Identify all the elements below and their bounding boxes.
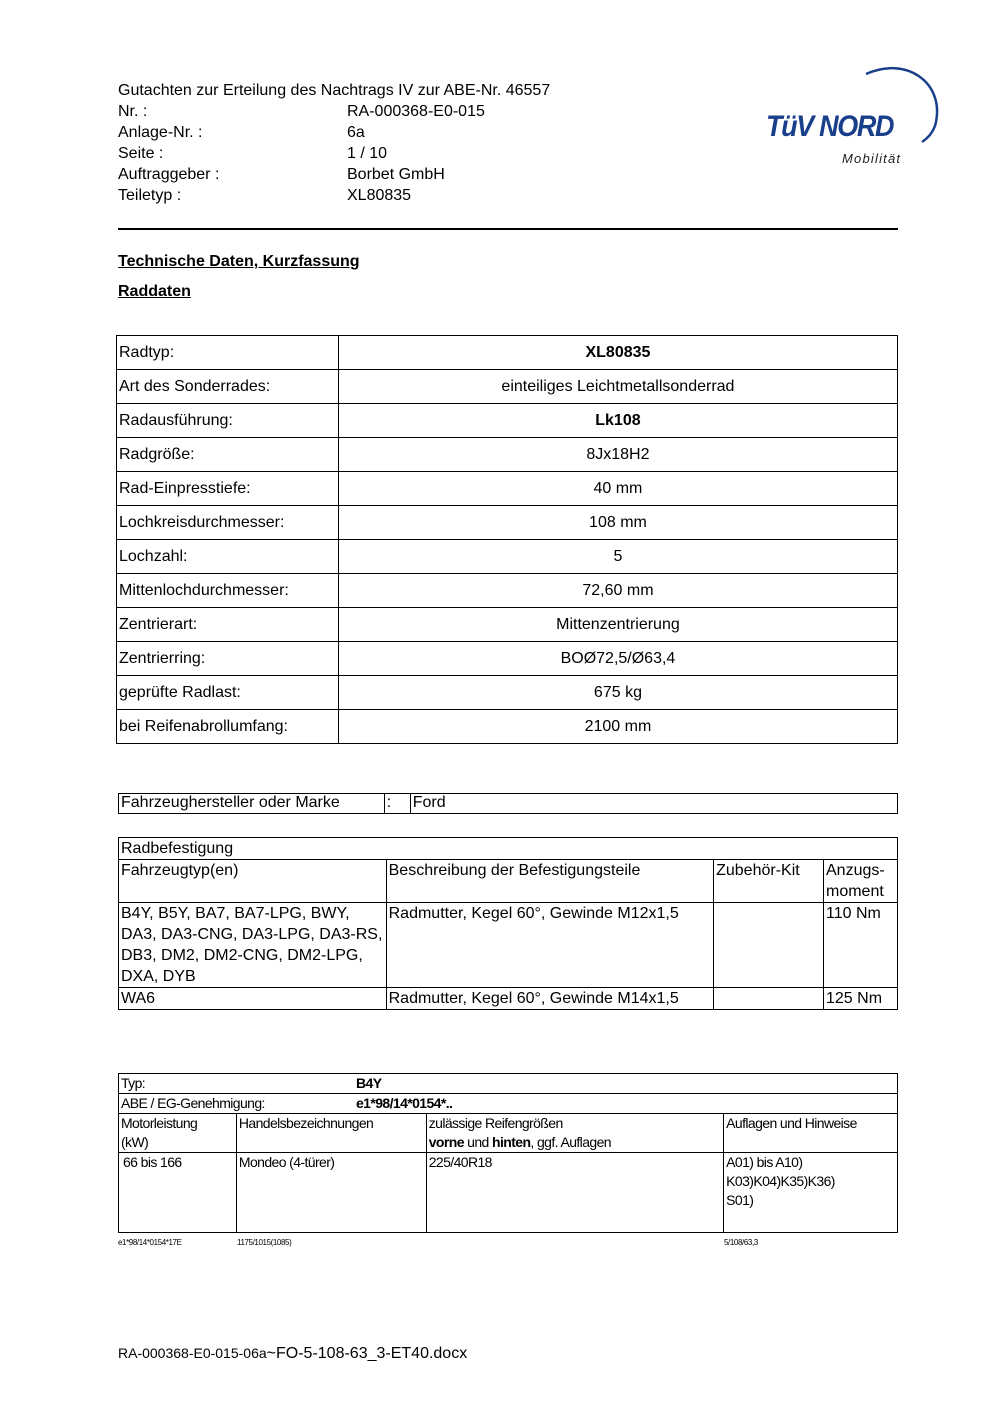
header-line: Motorleistung (121, 1115, 198, 1131)
header-label: Teiletyp : (118, 187, 182, 204)
row-value: 2100 mm (338, 710, 897, 744)
column-header-torque (824, 860, 898, 903)
power-text: 66 bis 166 (123, 1154, 182, 1170)
abe-label: ABE / EG-Genehmigung: (121, 1095, 265, 1111)
row-label: Mittenlochdurchmesser: (117, 574, 339, 608)
vehicle-types: WA6 (119, 988, 387, 1010)
table-row (117, 540, 898, 574)
row-value: 5 (338, 540, 897, 574)
column-header-tires (426, 1114, 723, 1153)
hersteller-label: Fahrzeughersteller oder Marke (119, 794, 385, 814)
column-header: Zubehör-Kit (714, 860, 824, 903)
fastener-description: Radmutter, Kegel 60°, Gewinde M14x1,5 (386, 988, 713, 1010)
header-text: , ggf. Auflagen (530, 1134, 611, 1150)
footer-prefix: RA-000368-E0-015-06a (118, 1345, 267, 1361)
torque-value: 125 Nm (824, 988, 898, 1010)
row-value: XL80835 (338, 336, 897, 370)
header-value: XL80835 (347, 187, 412, 204)
table-row (119, 1074, 898, 1094)
table-row (119, 1153, 898, 1233)
header-label: Anlage-Nr. : (118, 124, 203, 141)
row-label: bei Reifenabrollumfang: (117, 710, 339, 744)
typ-table (118, 1073, 898, 1233)
row-label: Radtyp: (117, 336, 339, 370)
column-header: Fahrzeugtyp(en) (119, 860, 387, 903)
row-label: Lochkreisdurchmesser: (117, 506, 339, 540)
section-title-technical: Technische Daten, Kurzfassung (118, 253, 360, 270)
table-row (119, 903, 898, 988)
notes-cell (724, 1153, 898, 1233)
header-divider (118, 228, 898, 230)
note-line: S01) (726, 1192, 754, 1208)
column-header: Beschreibung der Befestigungsteile (386, 860, 713, 903)
table-row (119, 838, 898, 860)
table-header-row (119, 860, 898, 903)
note-line: A01) bis A10) (726, 1154, 803, 1170)
logo-brand: TüV NORD (766, 110, 894, 143)
table-row (117, 370, 898, 404)
column-header-notes: Auflagen und Hinweise (724, 1114, 898, 1153)
table-row (117, 472, 898, 506)
vehicle-types: B4Y, B5Y, BA7, BA7-LPG, BWY, DA3, DA3-CNG, DA3-LPG, DA3-RS, DB3, DM2, DM2-CNG, DM2-LPG, DXA, DYB (119, 903, 387, 988)
row-label: Lochzahl: (117, 540, 339, 574)
table-row (117, 336, 898, 370)
power-value (119, 1153, 237, 1233)
row-value: 8Jx18H2 (338, 438, 897, 472)
row-value: 40 mm (338, 472, 897, 506)
note-line: K03)K04)K35)K36) (726, 1173, 835, 1189)
table-row (117, 676, 898, 710)
row-label: geprüfte Radlast: (117, 676, 339, 710)
tire-size: 225/40R18 (426, 1153, 723, 1233)
typ-row (119, 1074, 898, 1094)
row-value: 72,60 mm (338, 574, 897, 608)
table-row (117, 608, 898, 642)
row-value: Lk108 (338, 404, 897, 438)
typ-value: B4Y (356, 1075, 382, 1091)
row-label: Zentrierring: (117, 642, 339, 676)
column-header-power (119, 1114, 237, 1153)
table-header-row (119, 1114, 898, 1153)
table-row (117, 710, 898, 744)
row-value: einteiliges Leichtmetallsonderrad (338, 370, 897, 404)
row-value: 675 kg (338, 676, 897, 710)
header-line: Anzugs- (826, 862, 885, 879)
abe-row (119, 1094, 898, 1114)
table-row (119, 988, 898, 1010)
header-text: und (463, 1134, 493, 1150)
hersteller-separator: : (384, 794, 410, 814)
hersteller-table (118, 793, 898, 814)
accessory-kit (714, 903, 824, 988)
header-label: Nr. : (118, 103, 148, 120)
row-value: Mittenzentrierung (338, 608, 897, 642)
small-note-approval: e1*98/14*0154*17E (118, 1238, 182, 1247)
befestigung-title: Radbefestigung (119, 838, 898, 860)
row-label: Radgröße: (117, 438, 339, 472)
row-value: BOØ72,5/Ø63,4 (338, 642, 897, 676)
header-value: Borbet GmbH (347, 166, 445, 183)
row-label: Radausführung: (117, 404, 339, 438)
torque-value: 110 Nm (824, 903, 898, 988)
row-label: Zentrierart: (117, 608, 339, 642)
small-note-weights: 1175/1015(1085) (237, 1238, 292, 1247)
header-line: zulässige Reifengrößen (428, 1115, 563, 1131)
column-header-names: Handelsbezeichnungen (236, 1114, 426, 1153)
footer-suffix: ~FO-5-108-63_3-ET40.docx (266, 1345, 468, 1362)
table-row (117, 404, 898, 438)
header-value: 1 / 10 (347, 145, 388, 162)
row-label: Rad-Einpresstiefe: (117, 472, 339, 506)
row-value: 108 mm (338, 506, 897, 540)
logo-subtitle: Mobilität (842, 151, 902, 166)
abe-value: e1*98/14*0154*.. (356, 1095, 453, 1111)
header-bold-hinten: hinten (492, 1134, 531, 1150)
header-line: moment (826, 883, 884, 900)
trade-name: Mondeo (4-türer) (236, 1153, 426, 1233)
accessory-kit (714, 988, 824, 1010)
header-label: Seite : (118, 145, 164, 162)
table-row (117, 506, 898, 540)
table-row (117, 438, 898, 472)
typ-label: Typ: (121, 1075, 146, 1091)
document-title: Gutachten zur Erteilung des Nachtrags IV zur ABE-Nr. 46557 (118, 82, 551, 99)
fastener-description: Radmutter, Kegel 60°, Gewinde M12x1,5 (386, 903, 713, 988)
tuev-nord-logo (766, 60, 942, 170)
section-title-raddaten: Raddaten (118, 283, 191, 300)
raddaten-table (116, 335, 898, 744)
header-value: 6a (347, 124, 365, 141)
row-label: Art des Sonderrades: (117, 370, 339, 404)
table-row (119, 794, 898, 814)
header-value: RA-000368-E0-015 (347, 103, 485, 120)
header-bold-vorne: vorne (428, 1134, 464, 1150)
table-row (117, 642, 898, 676)
header-label: Auftraggeber : (118, 166, 220, 183)
small-note-pcd: 5/108/63,3 (724, 1238, 758, 1247)
footer-filename (118, 1345, 467, 1363)
hersteller-value: Ford (410, 794, 897, 814)
befestigung-table (118, 837, 898, 1010)
table-row (119, 1094, 898, 1114)
table-row (117, 574, 898, 608)
header-line: (kW) (121, 1134, 149, 1150)
